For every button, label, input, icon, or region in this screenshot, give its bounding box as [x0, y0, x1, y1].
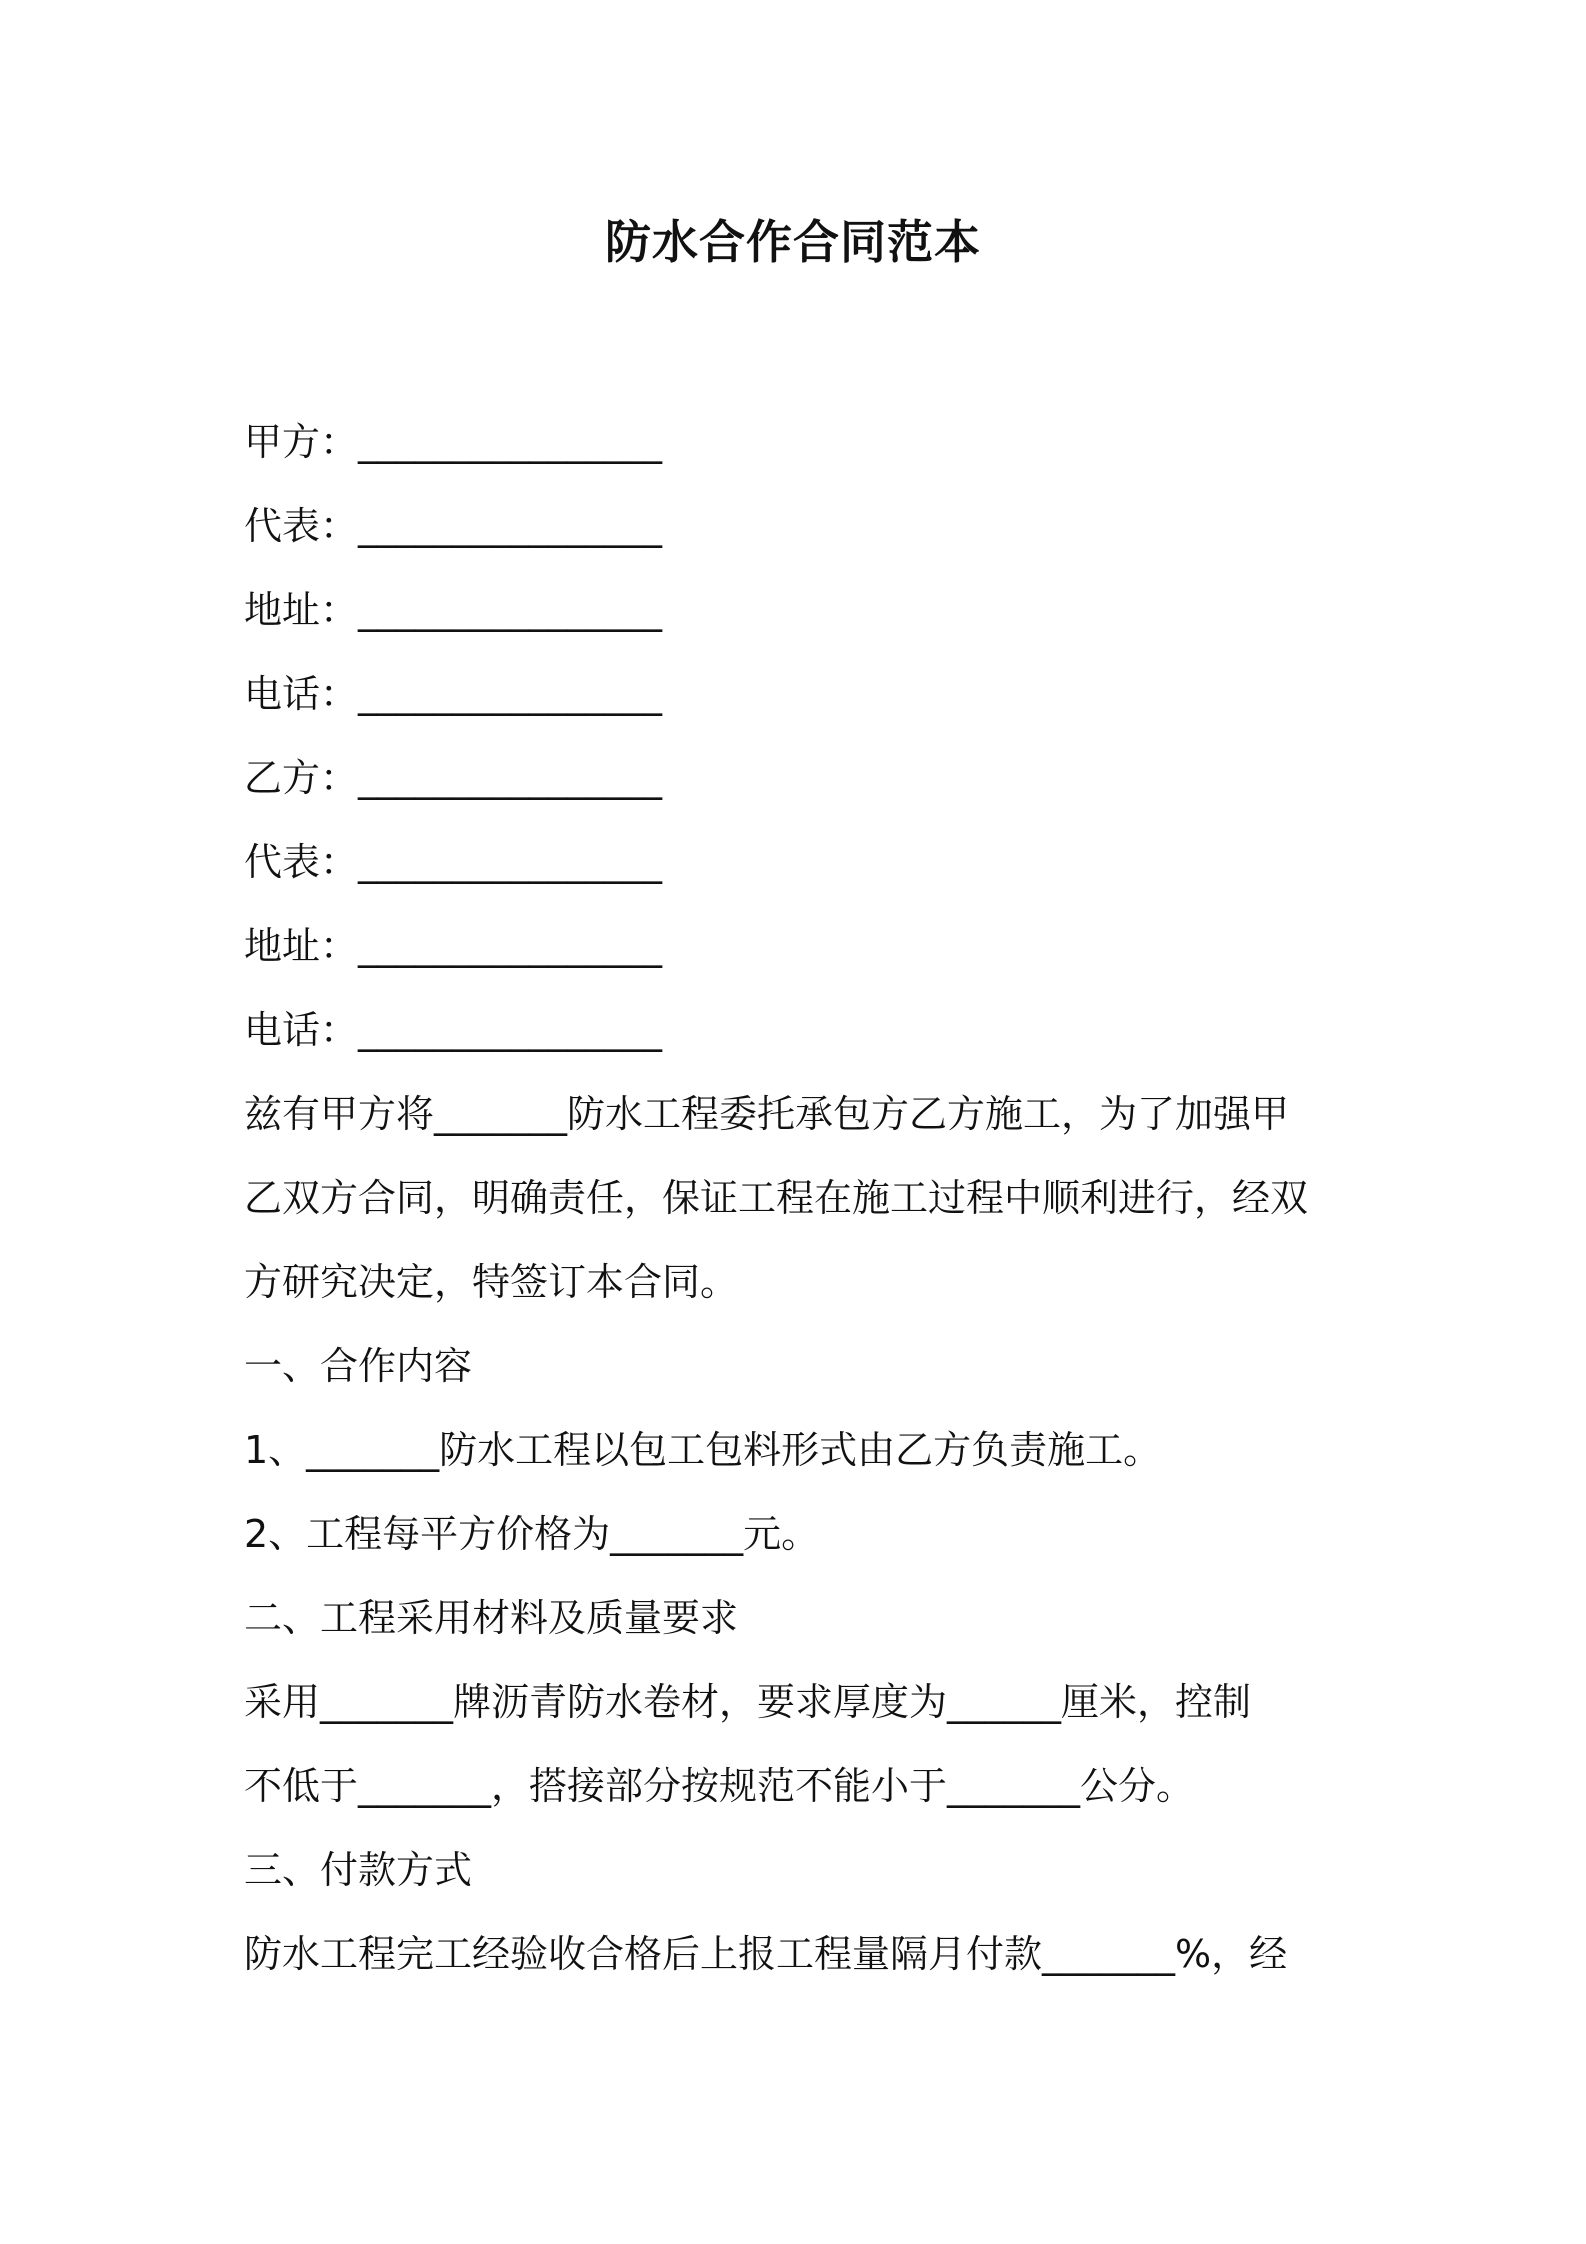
clause-1: 1、_______防水工程以包工包料形式由乙方负责施工。 — [244, 1428, 1162, 1472]
party-b-address-line: 地址：________________ — [244, 924, 663, 968]
document-body — [244, 400, 1354, 1996]
materials-paragraph-line-1: 采用_______牌沥青防水卷材，要求厚度为______厘米，控制 — [244, 1680, 1252, 1724]
materials-paragraph-line-2: 不低于_______，搭接部分按规范不能小于_______公分。 — [244, 1764, 1195, 1808]
party-b-line: 乙方：________________ — [244, 756, 663, 800]
intro-paragraph-line-3: 方研究决定，特签订本合同。 — [244, 1260, 739, 1304]
section-heading-cooperation-content: 一、合作内容 — [244, 1344, 473, 1388]
intro-paragraph-line-1: 兹有甲方将_______防水工程委托承包方乙方施工，为了加强甲 — [244, 1092, 1290, 1136]
party-b-representative-line: 代表：________________ — [244, 840, 663, 884]
clause-2: 2、工程每平方价格为_______元。 — [244, 1512, 820, 1556]
party-a-address-line: 地址：________________ — [244, 588, 663, 632]
payment-paragraph-line-1: 防水工程完工经验收合格后上报工程量隔月付款_______%，经 — [244, 1932, 1288, 1976]
intro-paragraph-line-2: 乙双方合同，明确责任，保证工程在施工过程中顺利进行，经双 — [244, 1176, 1309, 1220]
party-b-phone-line: 电话：________________ — [244, 1008, 663, 1052]
document-title: 防水合作合同范本 — [605, 215, 981, 269]
section-heading-payment-method: 三、付款方式 — [244, 1848, 473, 1892]
party-a-phone-line: 电话：________________ — [244, 672, 663, 716]
section-heading-materials-quality: 二、工程采用材料及质量要求 — [244, 1596, 739, 1640]
party-a-line: 甲方：________________ — [244, 420, 663, 464]
party-a-representative-line: 代表：________________ — [244, 504, 663, 548]
